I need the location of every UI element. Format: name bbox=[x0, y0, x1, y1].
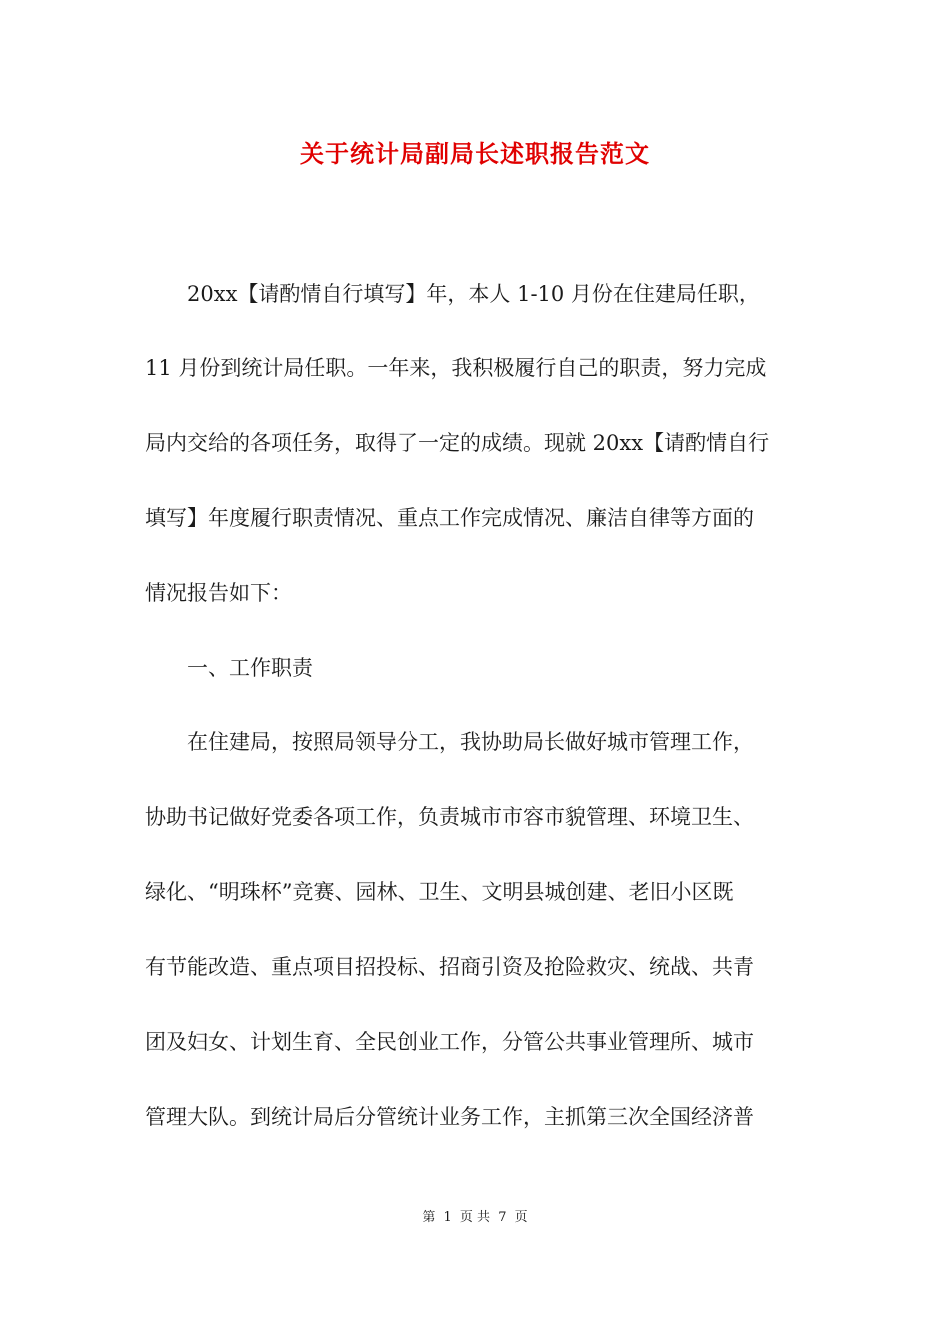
body-line-4: 填写】年度履行职责情况、重点工作完成情况、廉洁自律等方面的 bbox=[145, 506, 754, 530]
body-line-3: 局内交给的各项任务，取得了一定的成绩。现就 20xx【请酌情自行 bbox=[145, 431, 770, 455]
body-line-10: 有节能改造、重点项目招投标、招商引资及抢险救灾、统战、共青 bbox=[145, 955, 754, 979]
body-line-9: 绿化、“明珠杯”竞赛、园林、卫生、文明县城创建、老旧小区既 bbox=[145, 880, 734, 904]
section-heading-work-duties: 一、工作职责 bbox=[145, 656, 313, 680]
body-line-2: 11 月份到统计局任职。一年来，我积极履行自己的职责，努力完成 bbox=[145, 356, 767, 380]
current-page-number: 1 bbox=[443, 1210, 452, 1225]
body-line-5: 情况报告如下： bbox=[145, 581, 292, 605]
page-footer bbox=[0, 1206, 950, 1230]
page-label-mid: 页 共 bbox=[459, 1210, 491, 1225]
page-label-suffix: 页 bbox=[514, 1210, 528, 1225]
body-line-7: 在住建局，按照局领导分工，我协助局长做好城市管理工作， bbox=[145, 730, 754, 754]
body-line-11: 团及妇女、计划生育、全民创业工作，分管公共事业管理所、城市 bbox=[145, 1030, 754, 1054]
page-label-prefix: 第 bbox=[422, 1210, 436, 1225]
body-line-8: 协助书记做好党委各项工作，负责城市市容市貌管理、环境卫生、 bbox=[145, 805, 754, 829]
document-title: 关于统计局副局长述职报告范文 bbox=[300, 139, 650, 168]
body-line-1: 20xx【请酌情自行填写】年，本人 1-10 月份在住建局任职， bbox=[145, 282, 760, 306]
body-line-12: 管理大队。到统计局后分管统计业务工作，主抓第三次全国经济普 bbox=[145, 1105, 754, 1129]
total-page-count: 7 bbox=[498, 1210, 507, 1225]
